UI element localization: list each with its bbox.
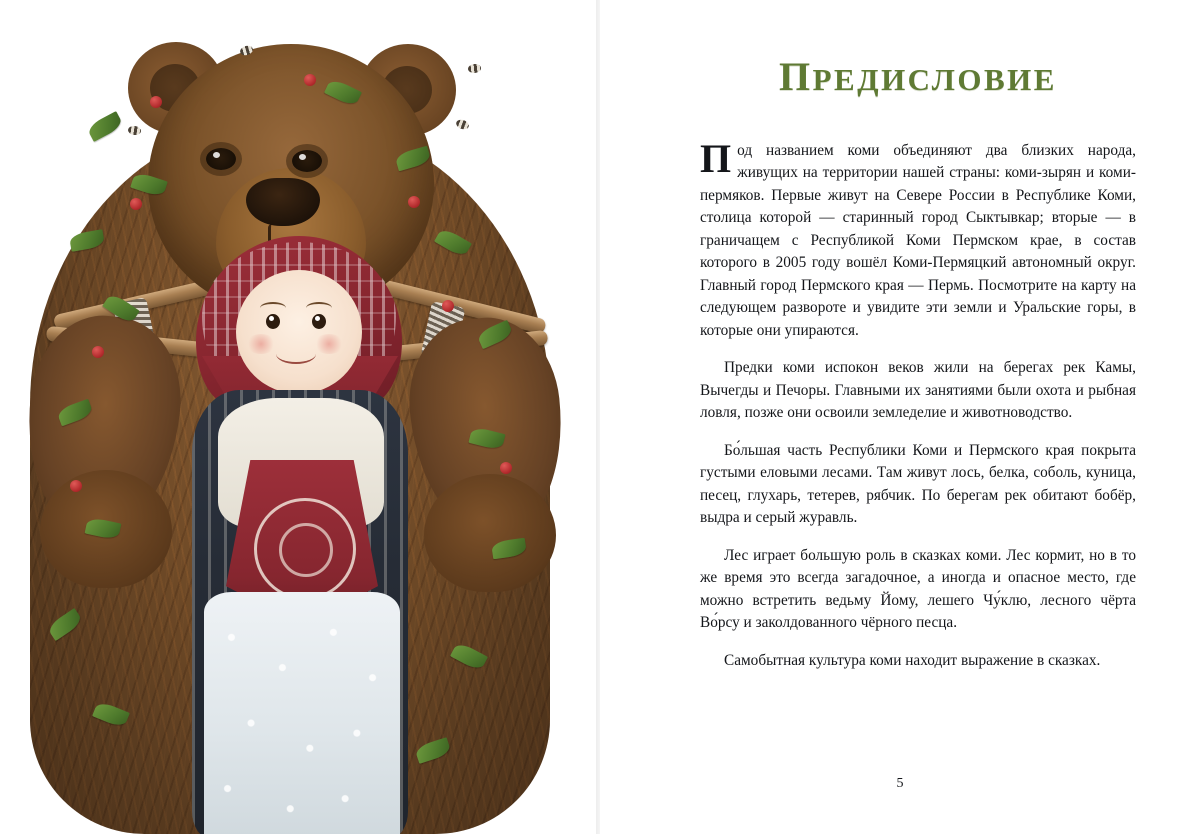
girl-cheek-left: [246, 334, 276, 354]
girl-figure: [196, 236, 408, 834]
berry-icon: [500, 462, 512, 474]
girl-eye-left: [266, 314, 280, 329]
bear-nose: [246, 178, 320, 226]
girl-eyebrow-right: [306, 302, 332, 314]
bee-icon: [127, 125, 141, 136]
bee-icon: [455, 118, 470, 131]
right-page-text: [600, 0, 1200, 834]
apron-dot-pattern: [204, 592, 400, 834]
berry-icon: [304, 74, 316, 86]
page-number: 5: [896, 776, 904, 791]
berry-icon: [150, 96, 162, 108]
girl-face: [236, 270, 362, 394]
berry-icon: [442, 300, 454, 312]
paragraph-4: Лес играет большую роль в сказках коми. Лес кормит, но в то же время это всегда загадочное, а иногда и опасное место, где можно встретить ведьму Йому, лешего Чу́клю, лесного чёрта Во́рсу и заколдованного чёрного песца.: [700, 546, 1136, 632]
bear-paw-right: [424, 474, 556, 592]
berry-icon: [70, 480, 82, 492]
paragraph-2: Предки коми испокон веков жили на берегах рек Камы, Вычегды и Печоры. Главными их занятиями были охота и рыбная ловля, позже они освоили земледелие и животноводство.: [700, 359, 1136, 422]
page-title: [700, 54, 1136, 99]
dropcap: П: [700, 136, 732, 181]
paragraph-1: [700, 136, 1136, 342]
text-column: [700, 54, 1136, 687]
apron-ornament: [254, 498, 356, 600]
leaf-icon: [86, 111, 124, 142]
berry-icon: [92, 346, 104, 358]
girl-smile: [276, 344, 316, 364]
paragraph-1-text: од названием коми объединяют два близких народа, живущих на территории нашей страны: коми-зырян и коми-пермяков. Первые живут на Севере России в Республике Коми, столица которой — старинный город Сыктывкар; вторые — в граничащем с Республикой Коми Пермском крае, в состав которого в 2005 году вошёл Коми-Пермяцкий автономный округ. Главный город Пермского края — Пермь. Посмотрите на карту на следующем развороте и увидите эти земли и Уральские горы, в которые они упираются.: [700, 142, 1136, 339]
paragraph-5: Самобытная культура коми находит выражение в сказках.: [724, 651, 1101, 669]
berry-icon: [130, 198, 142, 210]
bear-eye-left: [206, 148, 236, 170]
chapter-title-first-letter: П: [779, 54, 813, 99]
paragraph-3: Бо́льшая часть Республики Коми и Пермского края покрыта густыми еловыми лесами. Там живут лось, белка, соболь, куница, песец, глухарь, тетерев, рябчик. По берегам рек обитают бобёр, выдра и серый журавль.: [700, 441, 1136, 527]
girl-cheek-right: [314, 334, 344, 354]
bee-icon: [468, 63, 482, 73]
berry-icon: [408, 196, 420, 208]
girl-eye-right: [312, 314, 326, 329]
bear-eye-right: [292, 150, 322, 172]
chapter-title-rest: РЕДИСЛОВИЕ: [812, 62, 1057, 97]
girl-eyebrow-left: [260, 302, 286, 314]
